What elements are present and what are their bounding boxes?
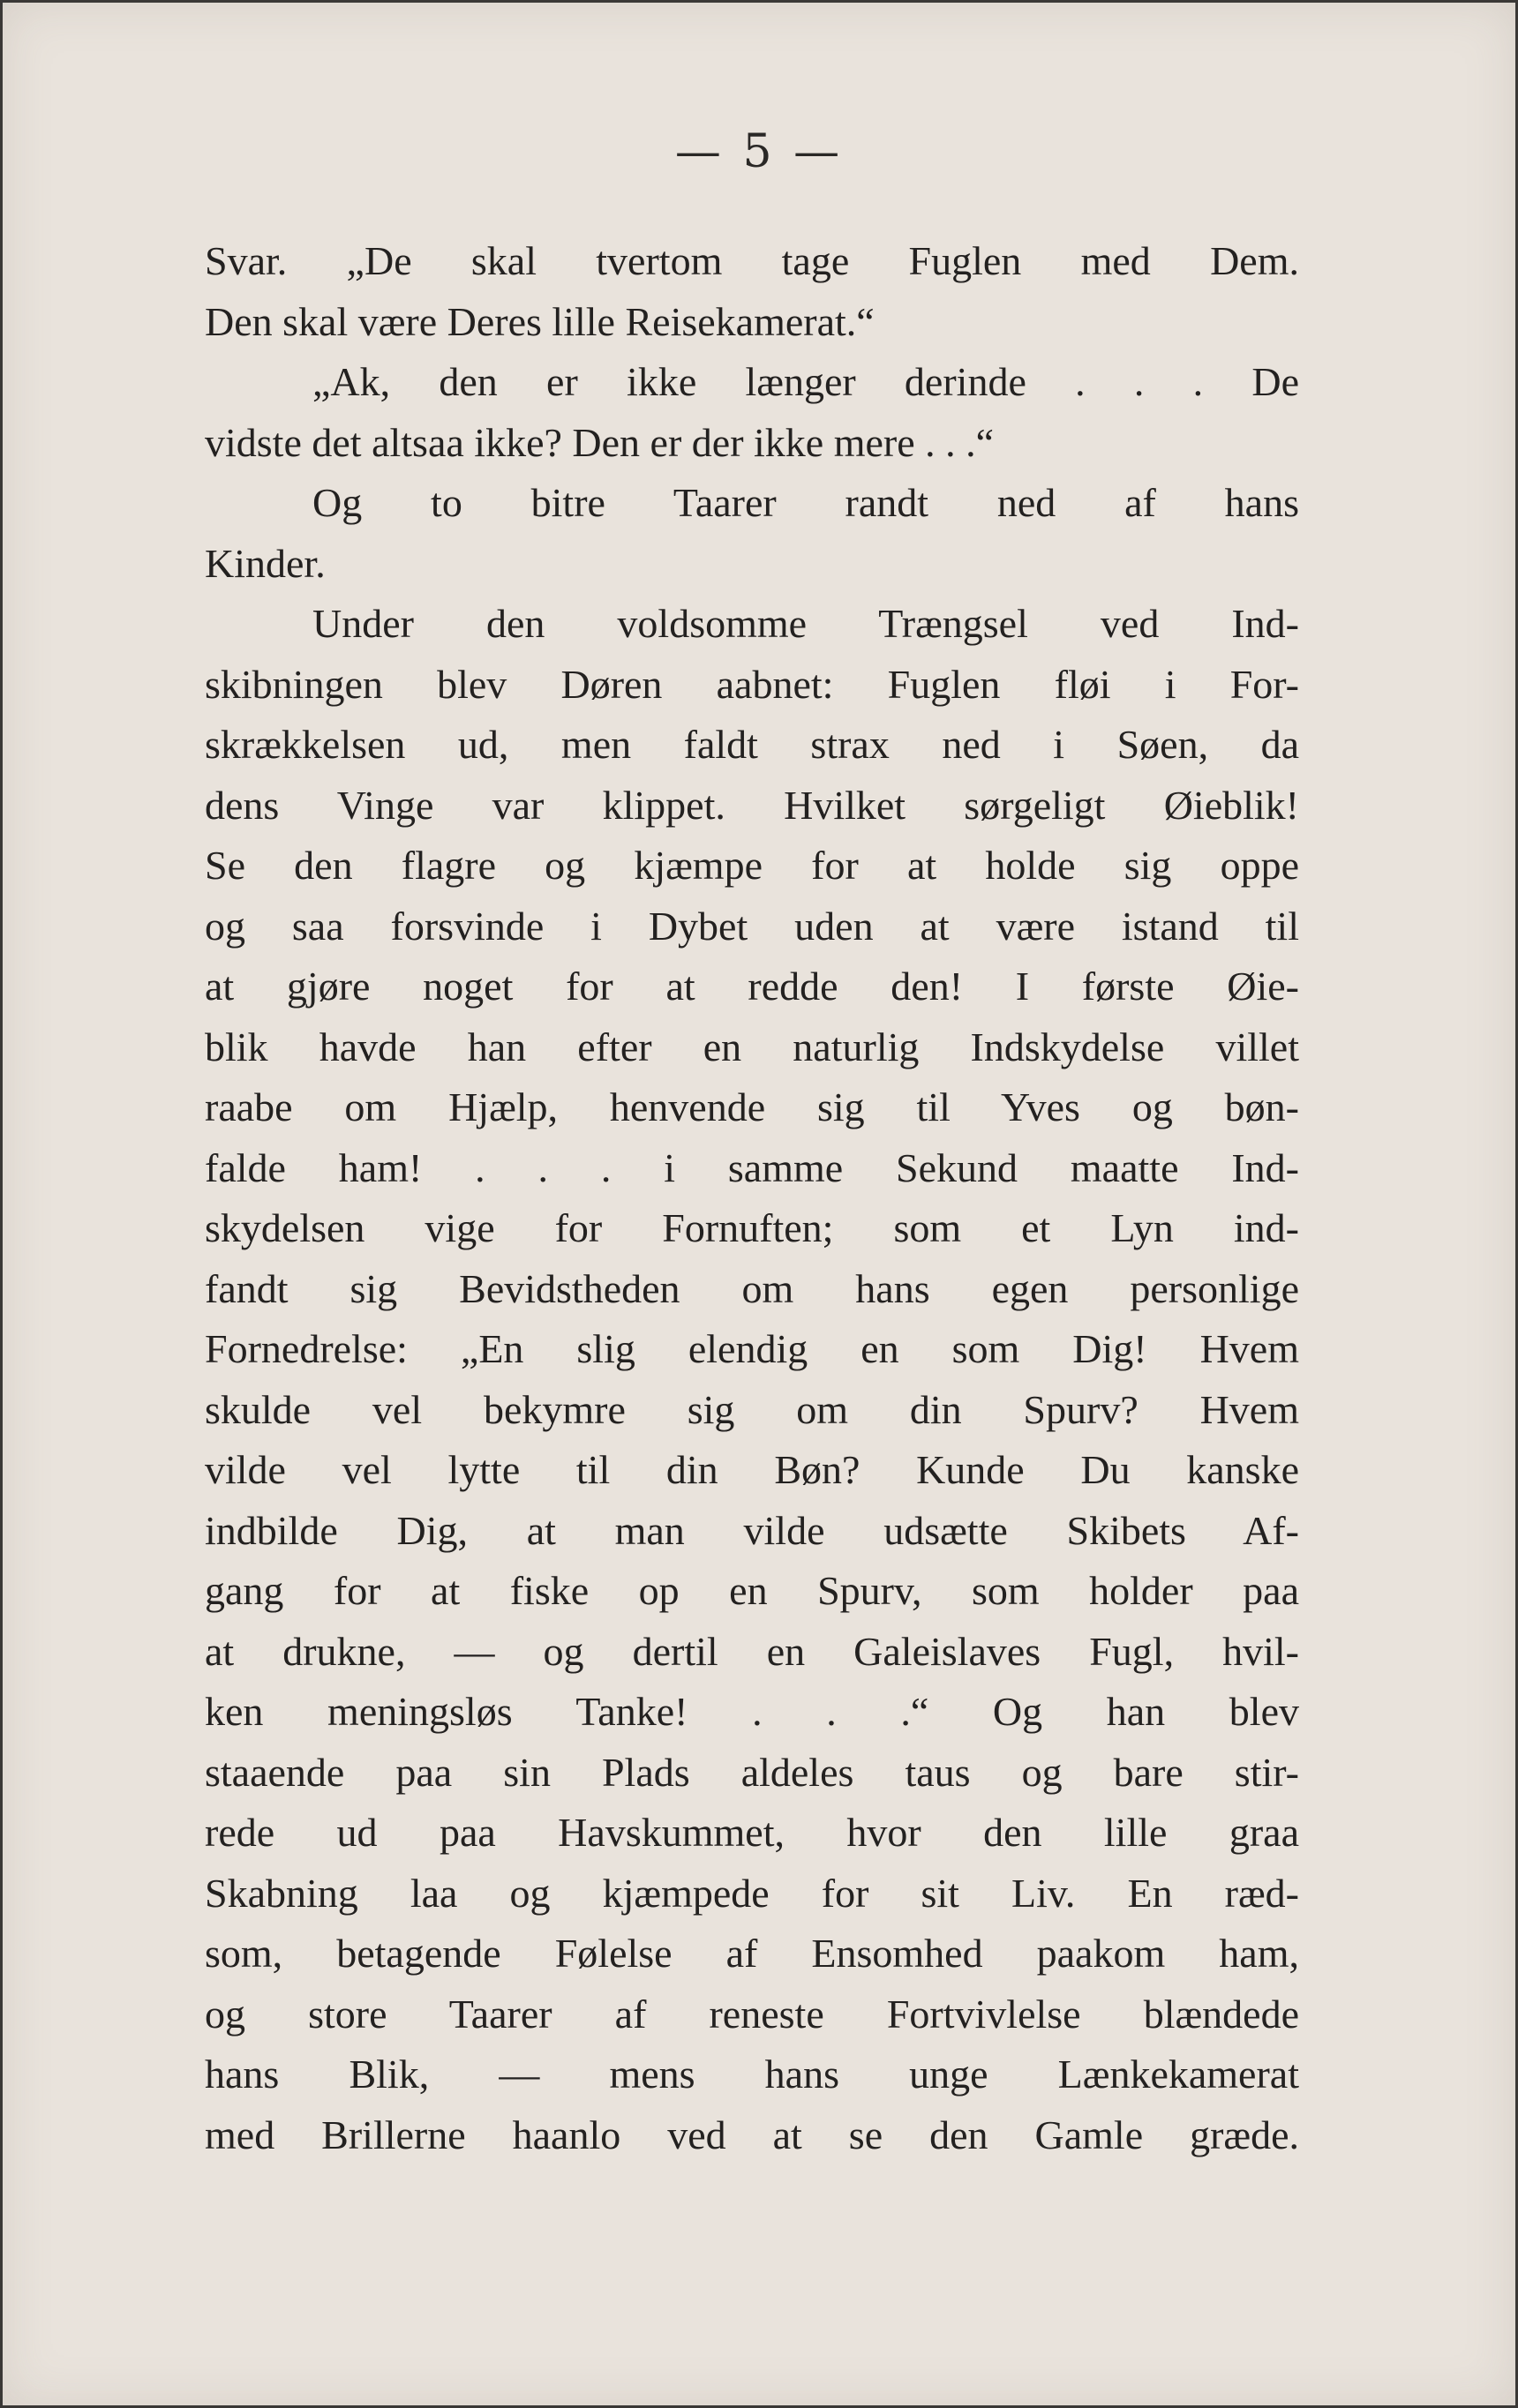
text-line: hans Blik, — mens hans unge Lænkekamerat xyxy=(205,2052,1299,2097)
text-line: staaende paa sin Plads aldeles taus og bare stir- xyxy=(205,1749,1299,1795)
text-line: ken meningsløs Tanke! . . .“ Og han blev xyxy=(205,1689,1299,1734)
text-line: blik havde han efter en naturlig Indskydelse villet xyxy=(205,1024,1299,1069)
text-line: fandt sig Bevidstheden om hans egen personlige xyxy=(205,1265,1299,1311)
text-line: med Brillerne haanlo ved at se den Gamle græde. xyxy=(205,2112,1299,2157)
text-line: falde ham! . . . i samme Sekund maatte Ind- xyxy=(205,1144,1299,1190)
text-line: gang for at fiske op en Spurv, som holder paa xyxy=(205,1568,1299,1613)
page-number: — 5 — xyxy=(674,125,844,178)
text-line: Kinder. xyxy=(205,540,326,586)
text-line: skydelsen vige for Fornuften; som et Lyn ind- xyxy=(205,1205,1299,1250)
text-line: vidste det altsaa ikke? Den er der ikke mere . . .“ xyxy=(205,419,995,465)
text-line: som, betagende Følelse af Ensomhed paakom ham, xyxy=(205,1931,1299,1976)
text-line: raabe om Hjælp, henvende sig til Yves og bøn- xyxy=(205,1084,1299,1129)
text-line: „Ak, den er ikke længer derinde . . . De xyxy=(312,359,1299,404)
text-line: at gjøre noget for at redde den! I første Øie- xyxy=(205,964,1299,1009)
text-line: dens Vinge var klippet. Hvilket sørgeligt Øieblik! xyxy=(205,782,1299,828)
text-line: og store Taarer af reneste Fortvivlelse blændede xyxy=(205,1991,1299,2037)
text-line: Skabning laa og kjæmpede for sit Liv. En ræd- xyxy=(205,1870,1299,1916)
text-line: vilde vel lytte til din Bøn? Kunde Du kanske xyxy=(205,1447,1299,1492)
text-line: Fornedrelse: „En slig elendig en som Dig! Hvem xyxy=(205,1326,1299,1371)
text-line: skrækkelsen ud, men faldt strax ned i Søen, da xyxy=(205,722,1299,767)
text-line: Og to bitre Taarer randt ned af hans xyxy=(312,480,1299,525)
text-line: rede ud paa Havskummet, hvor den lille graa xyxy=(205,1810,1299,1855)
text-line: at drukne, — og dertil en Galeislaves Fugl, hvil- xyxy=(205,1628,1299,1674)
text-line: og saa forsvinde i Dybet uden at være istand til xyxy=(205,903,1299,949)
text-line: Se den flagre og kjæmpe for at holde sig oppe xyxy=(205,843,1299,888)
text-line: skulde vel bekymre sig om din Spurv? Hvem xyxy=(205,1386,1299,1432)
text-line: Under den voldsomme Trængsel ved Ind- xyxy=(312,601,1299,646)
text-line: skibningen blev Døren aabnet: Fuglen fløi i For- xyxy=(205,661,1299,707)
text-line: Svar. „De skal tvertom tage Fuglen med Dem. xyxy=(205,238,1299,283)
body-text xyxy=(205,231,1299,2165)
text-line: Den skal være Deres lille Reisekamerat.“ xyxy=(205,298,875,344)
text-line: indbilde Dig, at man vilde udsætte Skibets Af- xyxy=(205,1507,1299,1553)
